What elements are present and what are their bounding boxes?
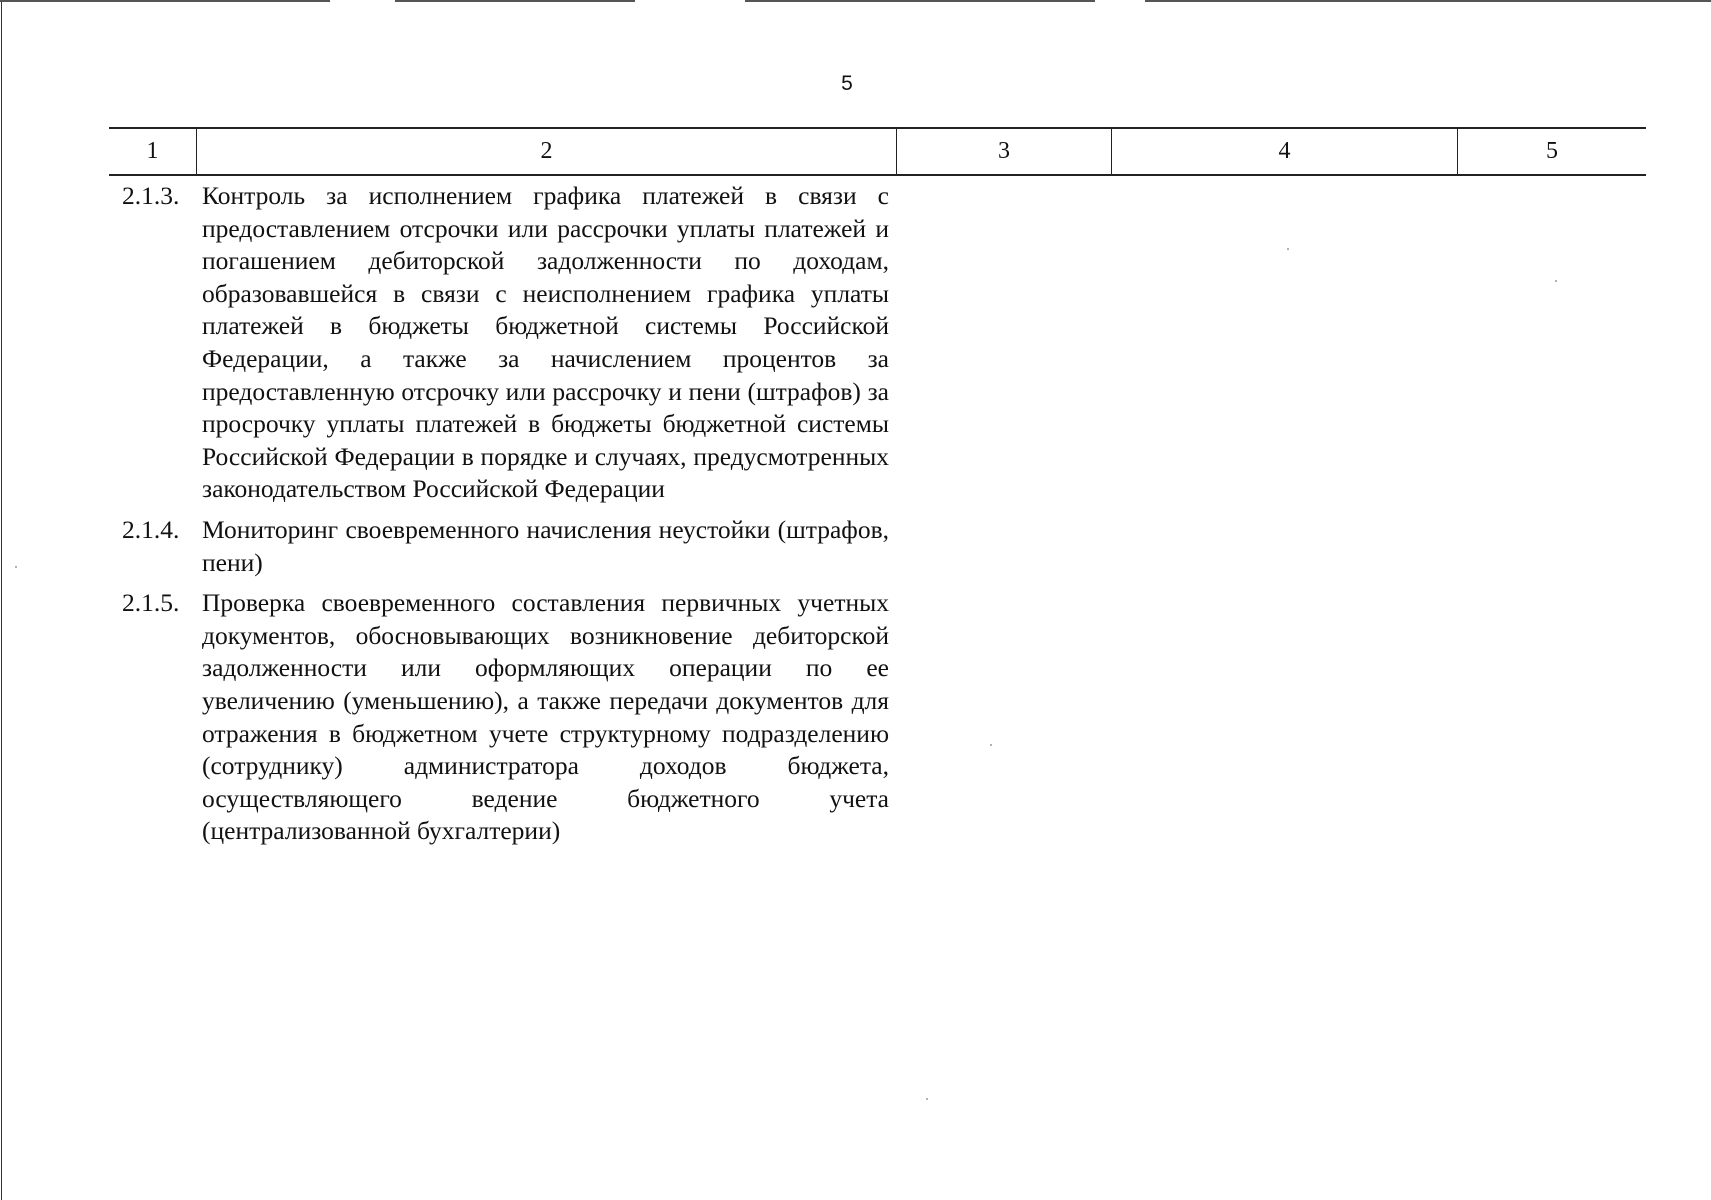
table-header-cell: 3	[896, 129, 1111, 174]
scan-speck	[15, 566, 17, 568]
table-header-cell: 1	[146, 138, 159, 164]
table-row	[109, 587, 889, 848]
row-number: 2.1.5.	[122, 588, 180, 618]
table-body	[109, 180, 889, 856]
row-description: Проверка своевременного составления первичных учетных документов, обосновывающих возникновение дебиторской задолженности или оформляющих операции по ее увеличению (уменьшению), а также передачи документов для отражения в бюджетном учете структурному подразделению (сотруднику) администратора доходов бюджета, осуществляющего ведение бюджетного учета (централизованной бухгалтерии)	[202, 588, 889, 846]
scan-edge-top	[1145, 0, 1711, 2]
scan-speck	[1555, 280, 1557, 282]
table-header-cell: 2	[196, 129, 896, 174]
scan-speck	[926, 1098, 928, 1100]
table-row	[109, 514, 889, 579]
table-header-cell: 4	[1111, 129, 1457, 174]
scan-speck	[990, 744, 992, 746]
scan-edge-top	[745, 0, 1095, 2]
table-row	[109, 180, 889, 506]
table-header-row	[109, 127, 1646, 176]
table-header-cell: 5	[1457, 129, 1646, 174]
row-number: 2.1.3.	[122, 181, 180, 210]
page-number: 5	[841, 72, 853, 95]
row-description: Мониторинг своевременного начисления неустойки (штрафов, пени)	[202, 514, 889, 577]
scan-edge-top	[0, 0, 330, 2]
row-number: 2.1.4.	[122, 514, 180, 544]
page-edge-left	[1, 0, 2, 1200]
scan-edge-top	[395, 0, 635, 2]
row-description: Контроль за исполнением графика платежей в связи с предоставлением отсрочки или рассрочки уплаты платежей и погашением дебиторской задолженности по доходам, образовавшейся в связи с неисполнением графика уплаты платежей в бюджеты бюджетной системы Российской Федерации, а также за начислением процентов за предоставленную отсрочку или рассрочку и пени (штрафов) за просрочку уплаты платежей в бюджеты бюджетной системы Российской Федерации в порядке и случаях, предусмотренных законодательством Российской Федерации	[202, 181, 889, 504]
scan-speck	[1287, 248, 1289, 250]
